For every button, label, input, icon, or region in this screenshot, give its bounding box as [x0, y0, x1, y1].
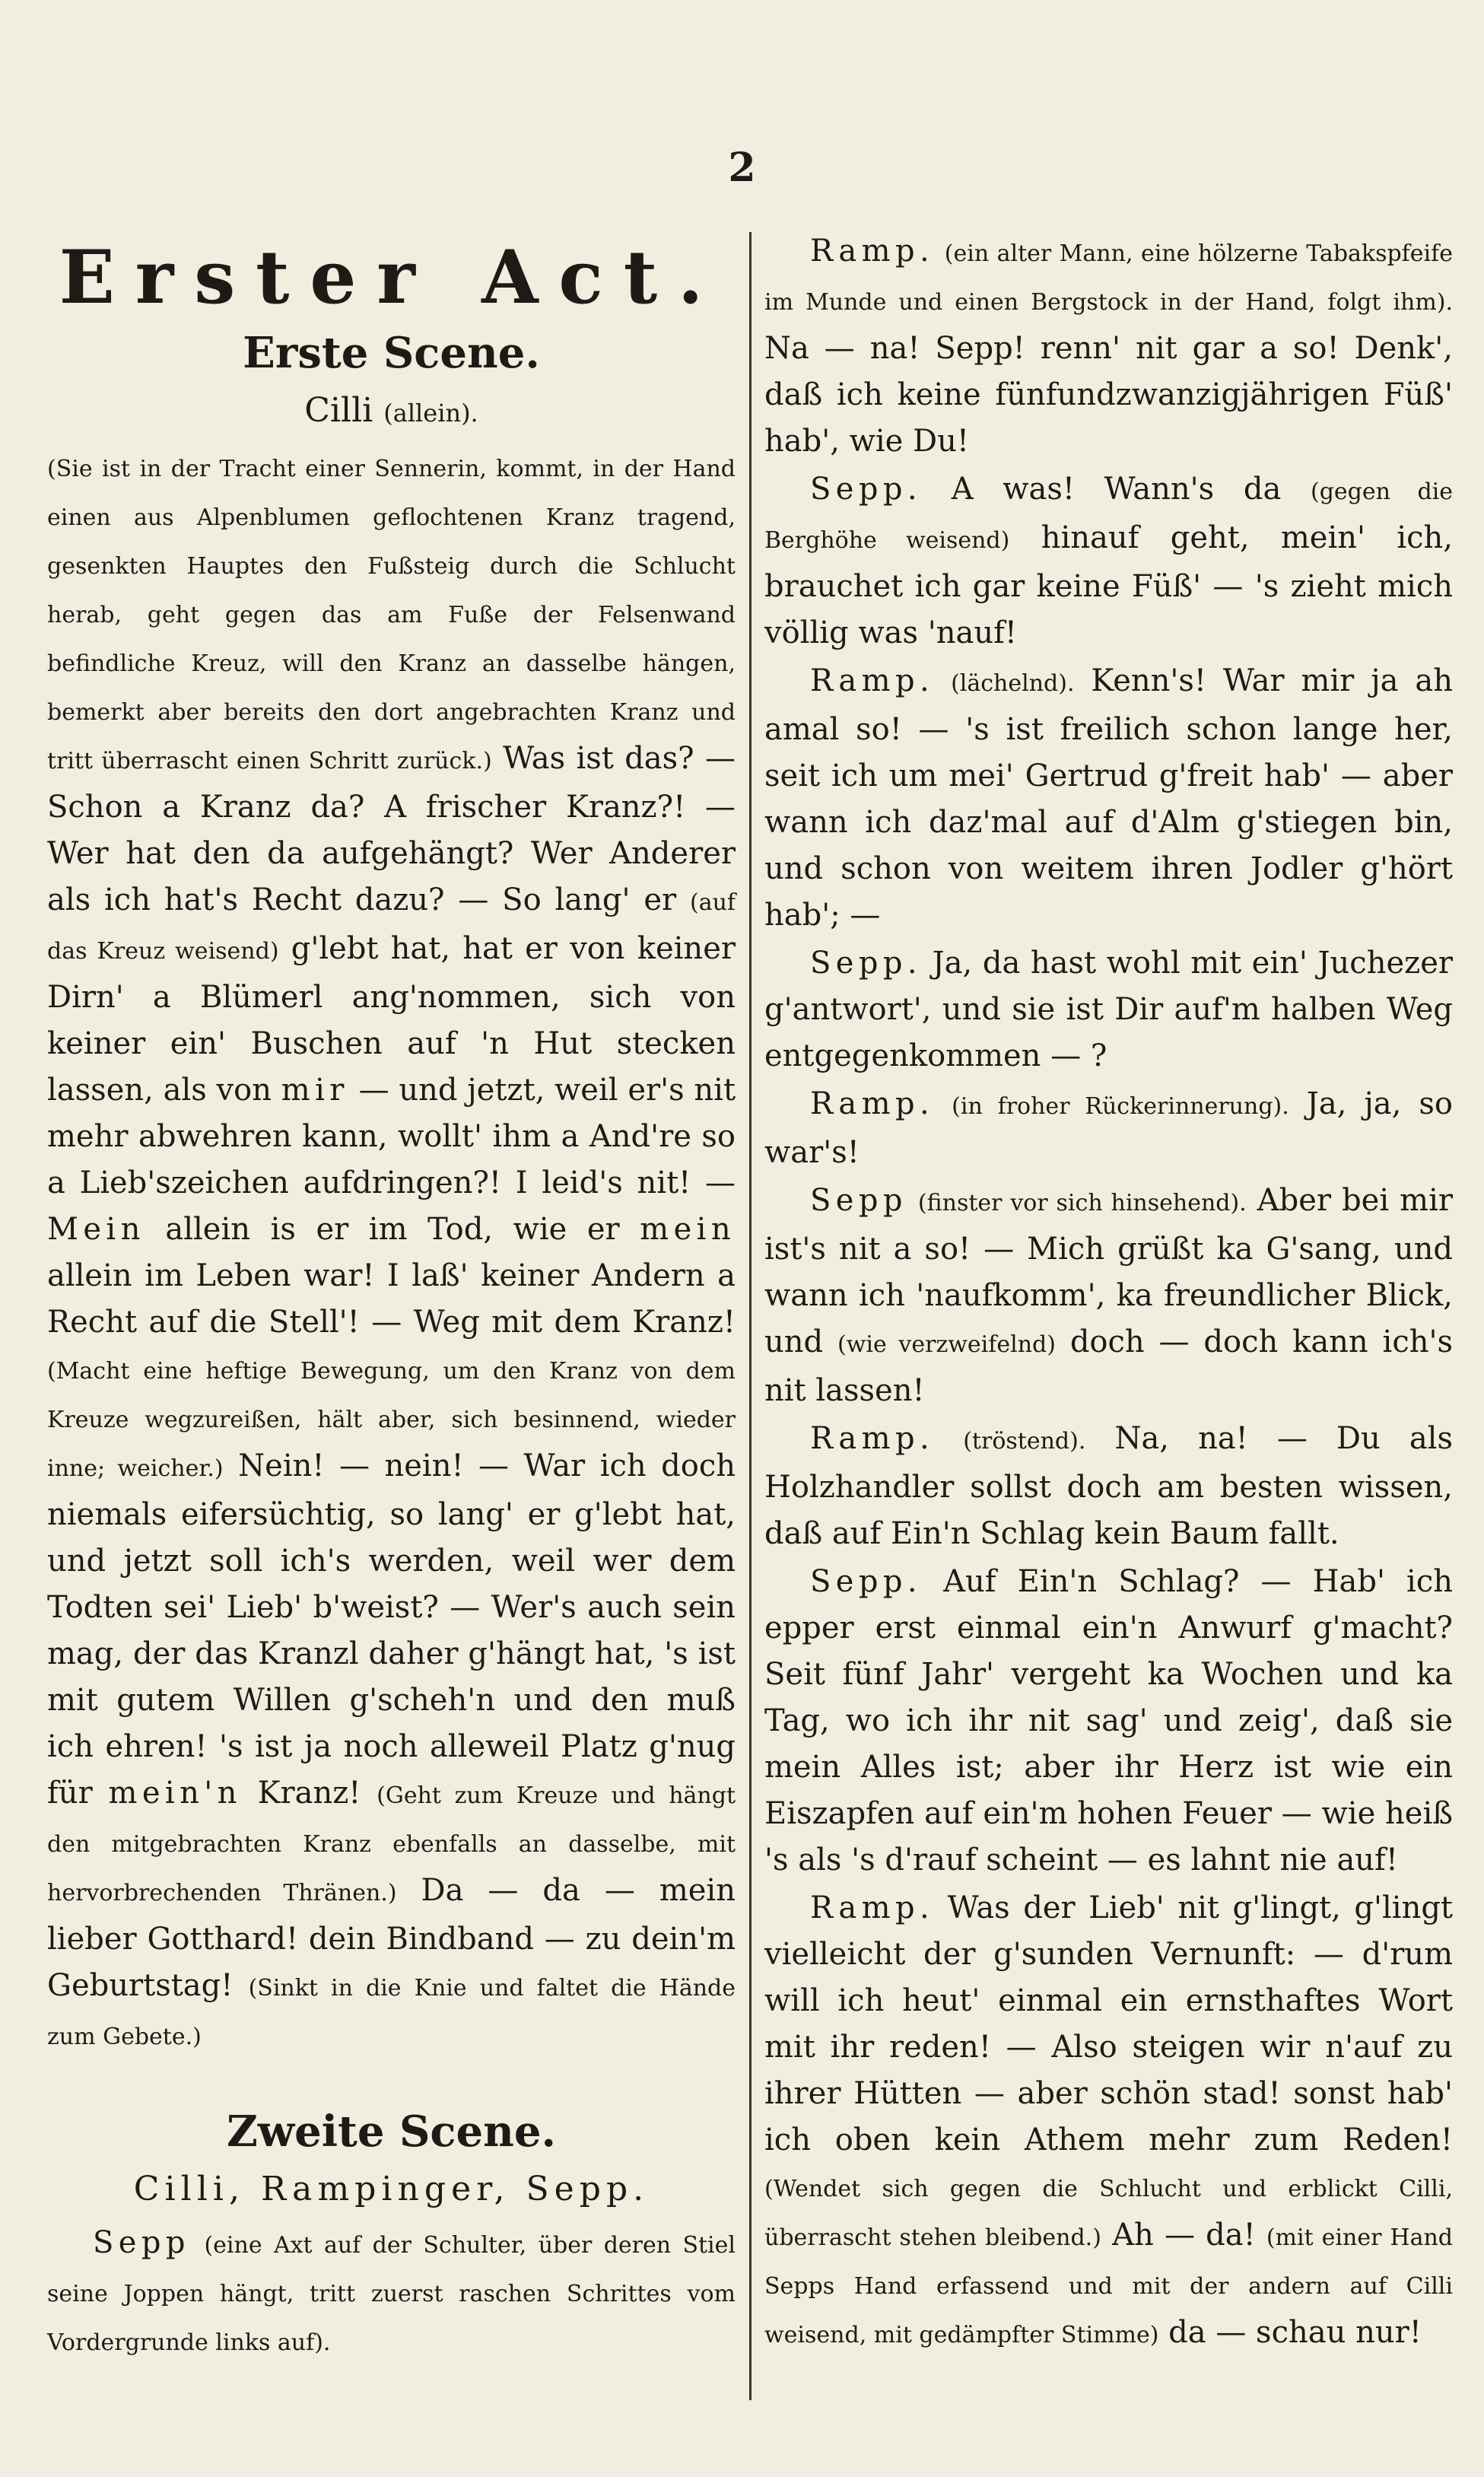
dialogue: doch — doch kann ich's nit lassen! [764, 1324, 1454, 1408]
cast-note: (allein). [383, 399, 478, 428]
dialogue-paragraph [764, 658, 1453, 939]
speaker-name: Sepp [93, 2225, 190, 2260]
emphasis: Mein [47, 1212, 145, 1247]
emphasis: mein'n [108, 1776, 242, 1811]
emphasis: mein [640, 1212, 736, 1247]
stage-direction: (in froher Rückerinnerung). [952, 1093, 1289, 1120]
dialogue: Na, na! — Du als Holzhandler sollst doch am besten wissen, daß auf Ein'n Schlag kein Baum fallt. [764, 1421, 1453, 1551]
cast-name: Cilli [304, 391, 373, 430]
dialogue: g'lebt hat, hat er von keiner Dirn' a Blümerl ang'nommen, sich von keiner ein' Buschen auf 'n Hut stecken lassen, als von [47, 931, 736, 1108]
column-divider [749, 232, 752, 2400]
stage-direction: (Sie ist in der Tracht einer Sennerin, kommt, in der Hand einen aus Alpenblumen geflochtenen Kranz tragend, gesenkten Hauptes den Fußsteig durch die Schlucht herab, geht gegen das am Fuße der Felsenwand befindliche Kreuz, will den Kranz an dasselbe hängen, bemerkt aber bereits den dort angebrachten Kranz und tritt überrascht einen Schritt zurück.) [47, 456, 736, 774]
act-title: Erster Act. [59, 234, 724, 320]
dialogue: Ja, da hast wohl mit ein' Juchezer g'antwort', und sie ist Dir auf'm halben Weg entgegenkommen — ? [764, 946, 1453, 1073]
speaker-name: Sepp [810, 1183, 907, 1218]
dialogue: Na — na! Sepp! renn' nit gar a so! Denk', daß ich keine fünfundzwanzigjährigen Füß' hab', wie Du! [764, 331, 1453, 459]
dialogue-paragraph [764, 1081, 1453, 1176]
page-number: 2 [728, 145, 756, 191]
stage-direction: (eine Axt auf der Schulter, über deren Stiel seine Joppen hängt, tritt zuerst raschen Schrittes vom Vordergrunde links auf). [47, 2232, 736, 2356]
dialogue: Da — da — mein lieber Gotthard! dein Bindband — zu dein'm Geburtstag! [47, 1873, 736, 2003]
speaker-name: Sepp. [810, 472, 922, 507]
stage-direction: (Macht eine heftige Bewegung, um den Kranz von dem Kreuze wegzureißen, hält aber, sich besinnend, wieder inne; weicher.) [47, 1358, 736, 1482]
stage-direction: (ein alter Mann, eine hölzerne Tabakspfeife im Munde und einen Bergstock in der Hand, folgt ihm). [764, 240, 1453, 316]
stage-direction: (Wendet sich gegen die Schlucht und erblickt Cilli, überrascht stehen bleibend.) [764, 2176, 1453, 2251]
dialogue-paragraph [764, 1416, 1453, 1557]
dialogue: Was der Lieb' nit g'lingt, g'lingt vielleicht der g'sunden Vernunft: — d'rum will ich heut' einmal ein ernsthaftes Wort mit ihr reden! — Also steigen wir n'auf zu ihrer Hütten — aber schön stad! sonst hab' ich oben kein Athem mehr zum Reden! [764, 1890, 1454, 2157]
dialogue-paragraph [764, 1178, 1453, 1414]
dialogue: da — schau nur! [1168, 2315, 1422, 2350]
dialogue: Kenn's! War mir ja ah amal so! — 's ist freilich schon lange her, seit ich um mei' Gertrud g'freit hab' — aber wann ich daz'mal auf d'Alm g'stiegen bin, und schon von weitem ihren Jodler g'hört hab'; — [764, 663, 1453, 933]
scene-one-title: Erste Scene. [243, 328, 540, 378]
dialogue: allein im Leben war! I laß' keiner Andern a Recht auf die Stell'! — Weg mit dem Kranz! [47, 1258, 736, 1340]
speaker-name: Ramp. [810, 1890, 935, 1925]
dialogue-paragraph [764, 466, 1453, 657]
stage-direction: (wie verzweifelnd) [837, 1331, 1056, 1358]
dialogue: Ah — da! [1112, 2218, 1256, 2253]
stage-direction: (auf das Kreuz weisend) [47, 889, 736, 965]
stage-direction: (gegen die Berghöhe weisend) [764, 479, 1454, 554]
right-column [764, 228, 1453, 2358]
dialogue: Ja, ja, so war's! [764, 1086, 1453, 1170]
stage-direction: (Geht zum Kreuze und hängt den mitgebrachten Kranz ebenfalls an dasselbe, mit hervorbrechenden Thränen.) [47, 1782, 736, 1906]
speaker-name: Ramp. [810, 234, 935, 269]
speaker-name: Ramp. [810, 1421, 935, 1456]
scene-two-cast: Cilli, Rampinger, Sepp. [133, 2170, 650, 2208]
speaker-name: Ramp. [810, 663, 935, 698]
dialogue-paragraph [764, 1885, 1453, 2358]
dialogue-paragraph [764, 228, 1453, 465]
scene-one-paragraph [47, 444, 736, 2060]
stage-direction: (Sinkt in die Knie und faltet die Hände zum Gebete.) [47, 1975, 736, 2050]
stage-direction: (tröstend). [963, 1428, 1086, 1455]
dialogue: — und jetzt, weil er's nit mehr abwehren kann, wollt' ihm a And're so a Lieb'szeichen aufdringen?! I leid's nit! — [47, 1073, 736, 1200]
stage-direction: (lächelnd). [951, 670, 1075, 697]
dialogue: Aber bei mir ist's nit a so! — Mich grüßt ka G'sang, und wann ich 'naufkomm', ka freundlicher Blick, und [764, 1183, 1454, 1359]
dialogue: Was ist das? — Schon a Kranz da? A frischer Kranz?! — Wer hat den da aufgehängt? Wer Anderer als ich hat's Recht dazu? — So lang' er [47, 741, 736, 917]
dialogue-paragraph [764, 940, 1453, 1080]
dialogue: A was! Wann's da [951, 472, 1282, 507]
speaker-name: Ramp. [810, 1086, 935, 1121]
dialogue: Kranz! [257, 1776, 361, 1811]
dialogue: Nein! — nein! — War ich doch niemals eifersüchtig, so lang' er g'lebt hat, und jetzt soll ich's werden, weil wer dem Todten sei' Lieb' b'weist? — Wer's auch sein mag, der das Kranzl daher g'hängt hat, 's ist mit gutem Willen g'scheh'n und den muß ich ehren! 's ist ja noch alleweil Platz g'nug für [47, 1448, 736, 1811]
dialogue: Auf Ein'n Schlag? — Hab' ich epper erst einmal ein'n Anwurf g'macht? Seit fünf Jahr' vergeht ka Wochen und ka Tag, wo ich ihr nit sag' und zeig', daß sie mein Alles ist; aber ihr Herz ist wie ein Eiszapfen auf ein'm hohen Feuer — wie heiß 's als 's d'rauf scheint — es lahnt nie auf! [764, 1564, 1454, 1878]
left-column [47, 228, 736, 2366]
scene-two-title: Zweite Scene. [227, 2107, 556, 2157]
scene-two-paragraph [47, 2220, 736, 2366]
dialogue-paragraph [764, 1559, 1453, 1884]
dialogue: hinauf geht, mein' ich, brauchet ich gar keine Füß' — 's zieht mich völlig was 'nauf! [764, 520, 1454, 650]
speaker-name: Sepp. [810, 946, 922, 981]
stage-direction: (mit einer Hand Sepps Hand erfassend und mit der andern auf Cilli weisend, mit gedämpfter Stimme) [764, 2224, 1453, 2348]
stage-direction: (finster vor sich hinsehend). [917, 1190, 1247, 1216]
emphasis: mir [281, 1073, 349, 1108]
speaker-name: Sepp. [810, 1564, 922, 1599]
scene-one-cast [47, 388, 736, 436]
dialogue: allein is er im Tod, wie er [165, 1212, 620, 1247]
